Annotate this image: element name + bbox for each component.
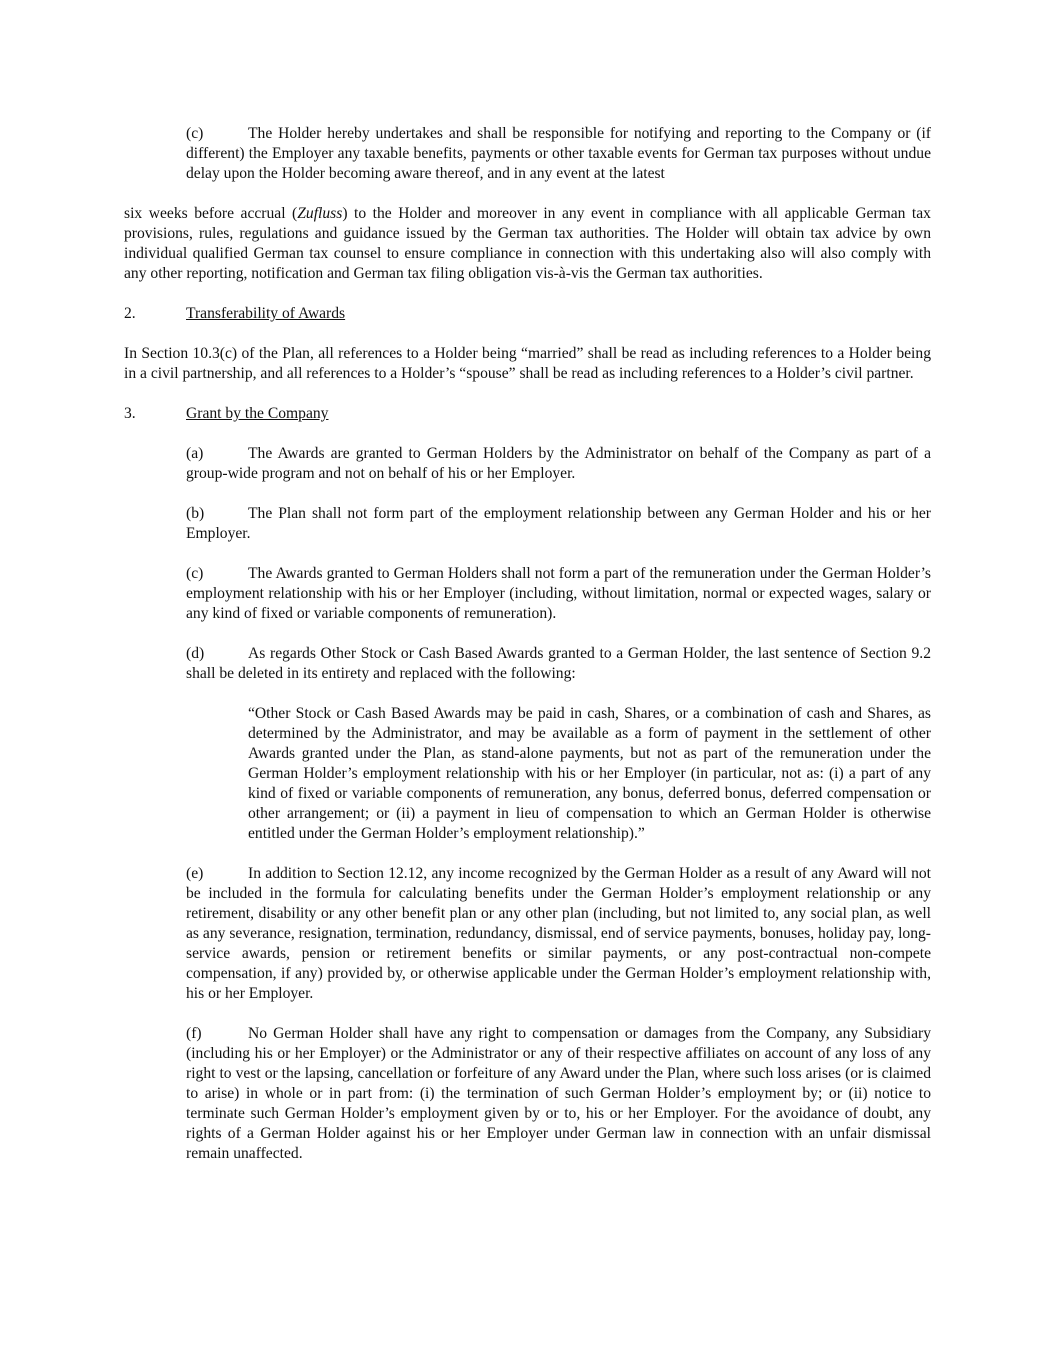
section-3-item-f xyxy=(186,1024,931,1164)
item-text: As regards Other Stock or Cash Based Awards granted to a German Holder, the last sentence of Section 9.2 shall be deleted in its entirety and replaced with the following: xyxy=(186,645,931,682)
continuation-italic-term: Zufluss xyxy=(297,205,343,222)
continuation-paragraph xyxy=(124,204,931,284)
item-text: The Awards are granted to German Holders by the Administrator on behalf of the Company as part of a group-wide program and not on behalf of his or her Employer. xyxy=(186,445,931,482)
item-label: (c) xyxy=(186,565,204,582)
section-title: Transferability of Awards xyxy=(186,305,346,322)
section-2-body: In Section 10.3(c) of the Plan, all references to a Holder being “married” shall be read as including references to a Holder being in a civil partnership, and all references to a Holder’s “spouse” shall be read as including references to a Holder’s civil partner. xyxy=(124,345,931,382)
section-number: 3. xyxy=(124,405,136,422)
section-3-item-d xyxy=(186,644,931,684)
paragraph-text: The Holder hereby undertakes and shall be responsible for notifying and reporting to the Company or (if different) the Employer any taxable benefits, payments or other taxable events for German tax purposes without undue delay upon the Holder becoming aware thereof, and in any event at the latest xyxy=(186,125,931,182)
item-label: (b) xyxy=(186,505,205,522)
continuation-text-start: six weeks before accrual ( xyxy=(124,205,298,222)
section-3-item-c xyxy=(186,564,931,624)
continuation-text-end: ) to the Holder and moreover in any event in compliance with all applicable German tax provisions, rules, regulations and guidance issued by the German tax authorities. The Holder will obtain tax advice by own individual qualified German tax counsel to ensure compliance in connection with this undertaking also will also comply with any other reporting, notification and German tax filing obligation vis-à-vis the German tax authorities. xyxy=(124,205,931,282)
paragraph-label: (c) xyxy=(186,125,204,142)
section-3-item-b xyxy=(186,504,931,544)
item-label: (f) xyxy=(186,1025,202,1042)
paragraph-c-tax-reporting xyxy=(186,124,931,184)
section-title: Grant by the Company xyxy=(186,405,329,422)
item-label: (a) xyxy=(186,445,204,462)
section-3-item-a xyxy=(186,444,931,484)
item-label: (d) xyxy=(186,645,205,662)
item-label: (e) xyxy=(186,865,204,882)
item-text: The Plan shall not form part of the employment relationship between any German Holder and his or her Employer. xyxy=(186,505,931,542)
item-text: No German Holder shall have any right to compensation or damages from the Company, any Subsidiary (including his or her Employer) or the Administrator or any of their respective affiliates on account of any loss of any right to vest or the lapsing, cancellation or forfeiture of any Award under the Plan, where such loss arises (or is claimed to arise) in whole or in part from: (i) the termination of such German Holder’s employment by; or (ii) notice to terminate such German Holder’s employment given by or to, his or her Employer. For the avoidance of doubt, any rights of a German Holder against his or her Employer under German law in connection with an unfair dismissal remain unaffected. xyxy=(186,1025,931,1162)
item-text: In addition to Section 12.12, any income recognized by the German Holder as a result of any Award will not be included in the formula for calculating benefits under the German Holder’s employment relationship or any retirement, disability or any other benefit plan or any other plan (including, but not limited to, any social plan, as well as any severance, resignation, termination, redundancy, dismissal, end of service payments, bonuses, holiday pay, long-service awards, pension or retirement benefits or similar payments, or any post-contractual non-compete compensation, if any) provided by, or otherwise applicable under the German Holder’s employment relationship with, his or her Employer. xyxy=(186,865,931,1002)
section-number: 2. xyxy=(124,305,136,322)
section-2-heading xyxy=(124,304,931,324)
block-quote: “Other Stock or Cash Based Awards may be paid in cash, Shares, or a combination of cash and Shares, as determined by the Administrator, and may be available as a form of payment in the settlement of other Awards granted under the Plan, as stand-alone payments, but not as part of the remuneration under the German Holder’s employment relationship with his or her Employer (in particular, not as: (i) a part of any kind of fixed or variable components of remuneration, any bonus, deferred bonus, deferred compensation or other arrangement; or (ii) a payment in lieu of compensation to which an German Holder is otherwise entitled under the German Holder’s employment relationship).” xyxy=(248,705,931,842)
section-3-heading xyxy=(124,404,931,424)
item-text: The Awards granted to German Holders shall not form a part of the remuneration under the German Holder’s employment relationship with his or her Employer (including, without limitation, normal or expected wages, salary or any kind of fixed or variable components of remuneration). xyxy=(186,565,931,622)
section-3-item-e xyxy=(186,864,931,1004)
document-page xyxy=(124,124,931,1164)
